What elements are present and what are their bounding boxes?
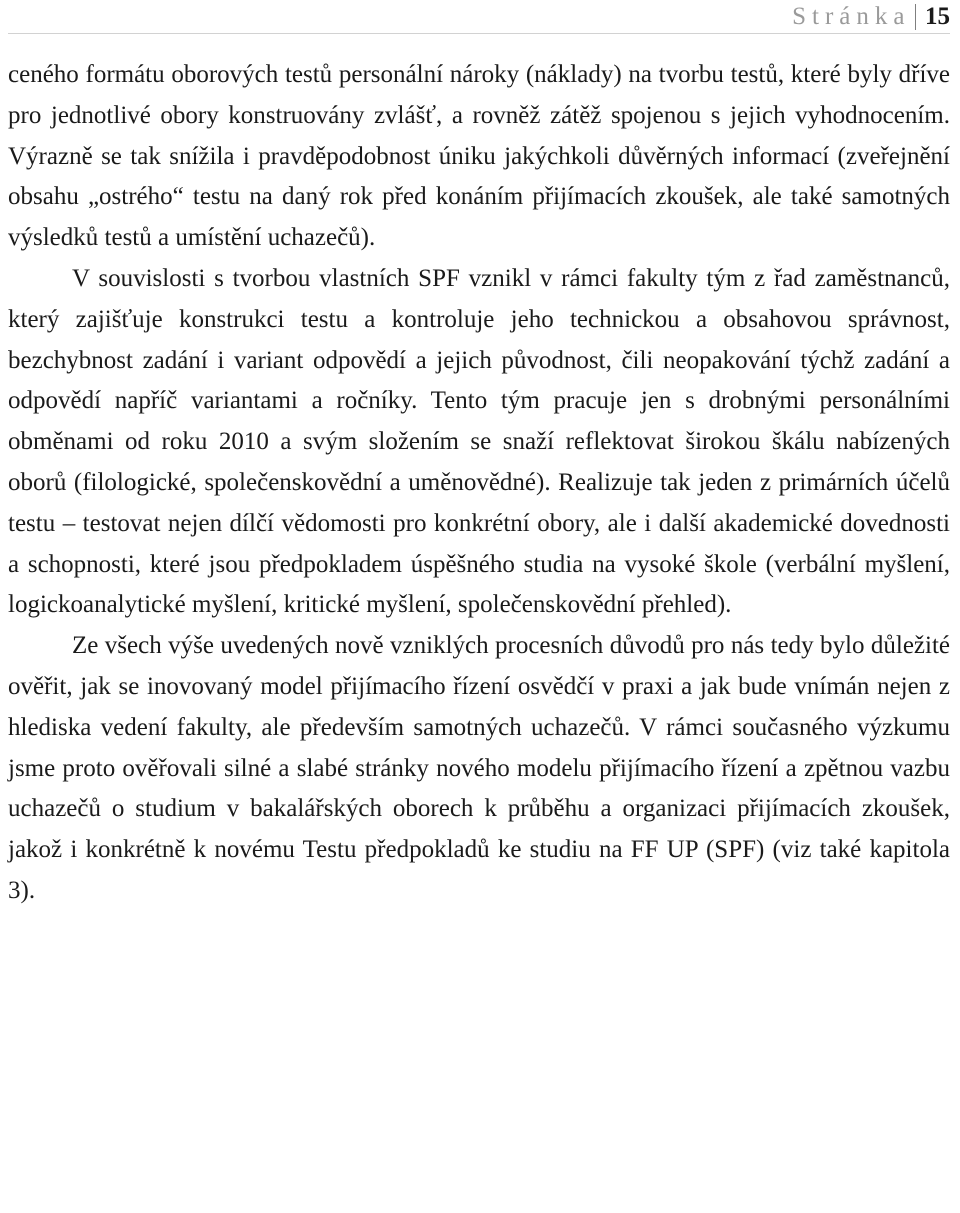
page-number: 15 [925, 3, 950, 30]
paragraph-team: V souvislosti s tvorbou vlastních SPF vznikl v rámci fakulty tým z řad zaměstnanců, který zajišťuje konstrukci testu a kontroluje jeho technickou a obsahovou správnost, bezchybnost zadání i variant odpovědí a jejich původnost, čili neopakování týchž zadání a odpovědí napříč variantami a ročníky. Tento tým pracuje jen s drobnými personálními obměnami od roku 2010 a svým složením se snaží reflektovat širokou škálu nabízených oborů (filologické, společenskovědní a uměnovědné). Realizuje tak jeden z primárních účelů testu – testovat nejen dílčí vědomosti pro konkrétní obory, ale i další akademické dovednosti a schopnosti, které jsou předpokladem úspěšného studia na vysoké škole (verbální myšlení, logickoanalytické myšlení, kritické myšlení, společenskovědní přehled). [8, 264, 950, 619]
header-rule [8, 33, 950, 34]
page-header [792, 2, 950, 32]
page-label: Stránka [792, 3, 911, 30]
paragraph-continued: ceného formátu oborových testů personální nároky (náklady) na tvorbu testů, které byly dříve pro jednotlivé obory konstruovány zvlášť, a rovněž zátěž spojenou s jejich vyhodnocením. Výrazně se tak snížila i pravděpodobnost úniku jakýchkoli důvěrných informací (zveřejnění obsahu „ostrého“ testu na daný rok před konáním přijímacích zkoušek, ale také samotných výsledků testů a umístění uchazečů). [8, 61, 950, 252]
header-separator [915, 4, 917, 30]
paragraph-research: Ze všech výše uvedených nově vzniklých procesních důvodů pro nás tedy bylo důležité ověřit, jak se inovovaný model přijímacího řízení osvědčí v praxi a jak bude vnímán nejen z hlediska vedení fakulty, ale především samotných uchazečů. V rámci současného výzkumu jsme proto ověřovali silné a slabé stránky nového modelu přijímacího řízení a zpětnou vazbu uchazečů o studium v bakalářských oborech k průběhu a organizaci přijímacích zkoušek, jakož i konkrétně k novému Testu předpokladů ke studiu na FF UP (SPF) (viz také kapitola 3). [8, 632, 950, 904]
body-text [8, 55, 950, 912]
